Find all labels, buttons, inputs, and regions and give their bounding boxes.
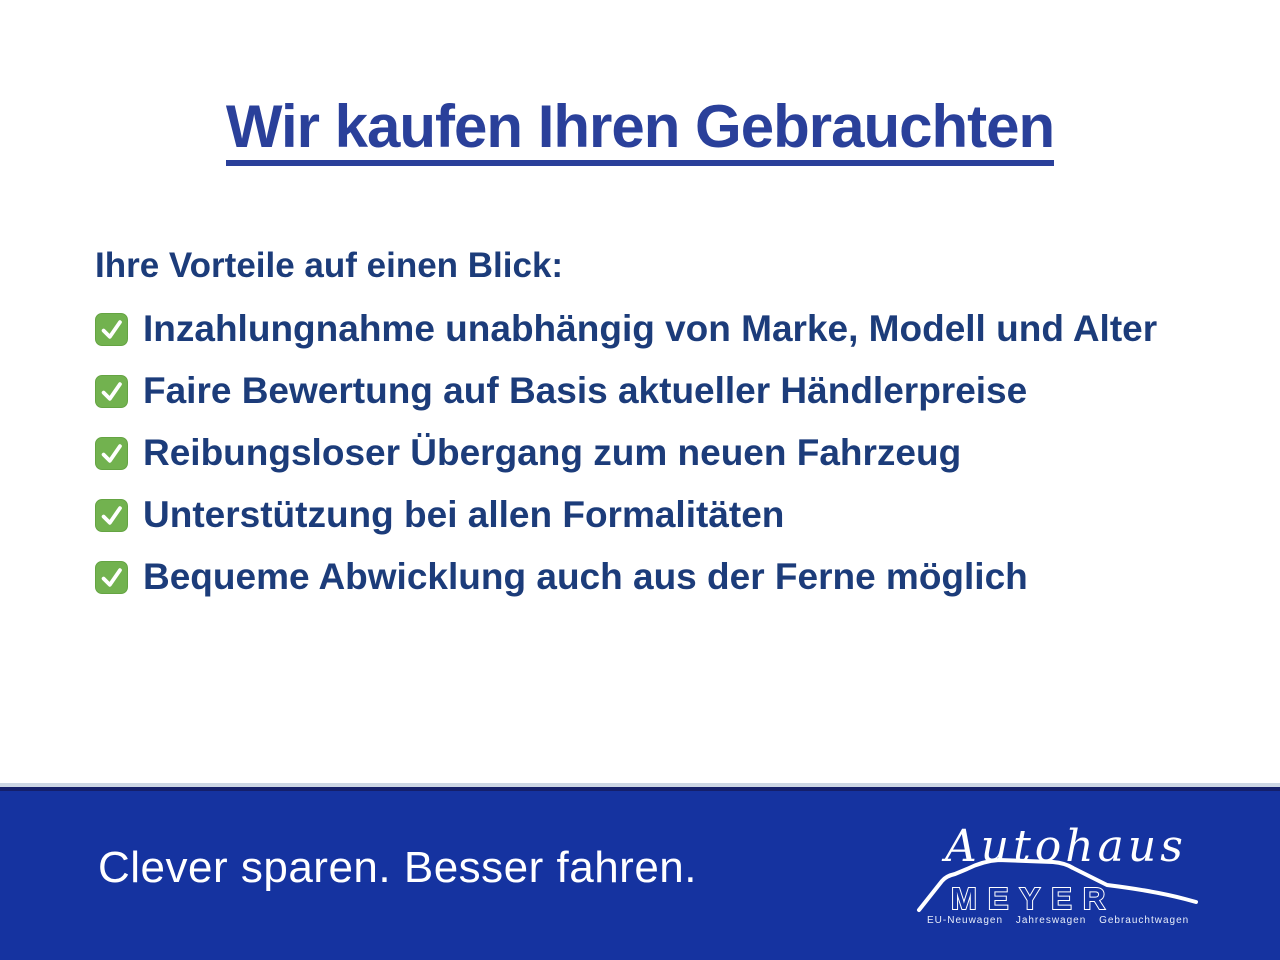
benefits-intro: Ihre Vorteile auf einen Blick: bbox=[95, 246, 564, 285]
logo-script-text: Autohaus bbox=[945, 821, 1187, 872]
benefit-label: Unterstützung bei allen Formalitäten bbox=[143, 494, 785, 535]
checkbox-checked-icon bbox=[95, 375, 128, 408]
benefits-list bbox=[95, 309, 1157, 619]
checkbox-checked-icon bbox=[95, 499, 128, 532]
footer-slogan: Clever sparen. Besser fahren. bbox=[98, 843, 698, 892]
benefit-label: Reibungsloser Übergang zum neuen Fahrzeug bbox=[143, 432, 962, 473]
page-title: Wir kaufen Ihren Gebrauchten bbox=[226, 97, 1054, 166]
benefit-item bbox=[95, 495, 1157, 535]
checkbox-checked-icon bbox=[95, 313, 128, 346]
benefit-item bbox=[95, 309, 1157, 349]
benefit-label: Faire Bewertung auf Basis aktueller Händlerpreise bbox=[143, 370, 1028, 411]
logo-name-text: MEYER bbox=[951, 881, 1117, 916]
heading-wrap bbox=[0, 93, 1280, 166]
logo-subtext: EU-Neuwagen Jahreswagen Gebrauchtwagen bbox=[927, 915, 1190, 926]
benefit-label: Bequeme Abwicklung auch aus der Ferne möglich bbox=[143, 556, 1028, 597]
checkbox-checked-icon bbox=[95, 561, 128, 594]
footer-band bbox=[0, 787, 1280, 960]
autohaus-meyer-logo bbox=[915, 819, 1200, 934]
benefit-item bbox=[95, 371, 1157, 411]
benefit-label: Inzahlungnahme unabhängig von Marke, Modell und Alter bbox=[143, 308, 1158, 349]
benefit-item bbox=[95, 557, 1157, 597]
benefit-item bbox=[95, 433, 1157, 473]
checkbox-checked-icon bbox=[95, 437, 128, 470]
